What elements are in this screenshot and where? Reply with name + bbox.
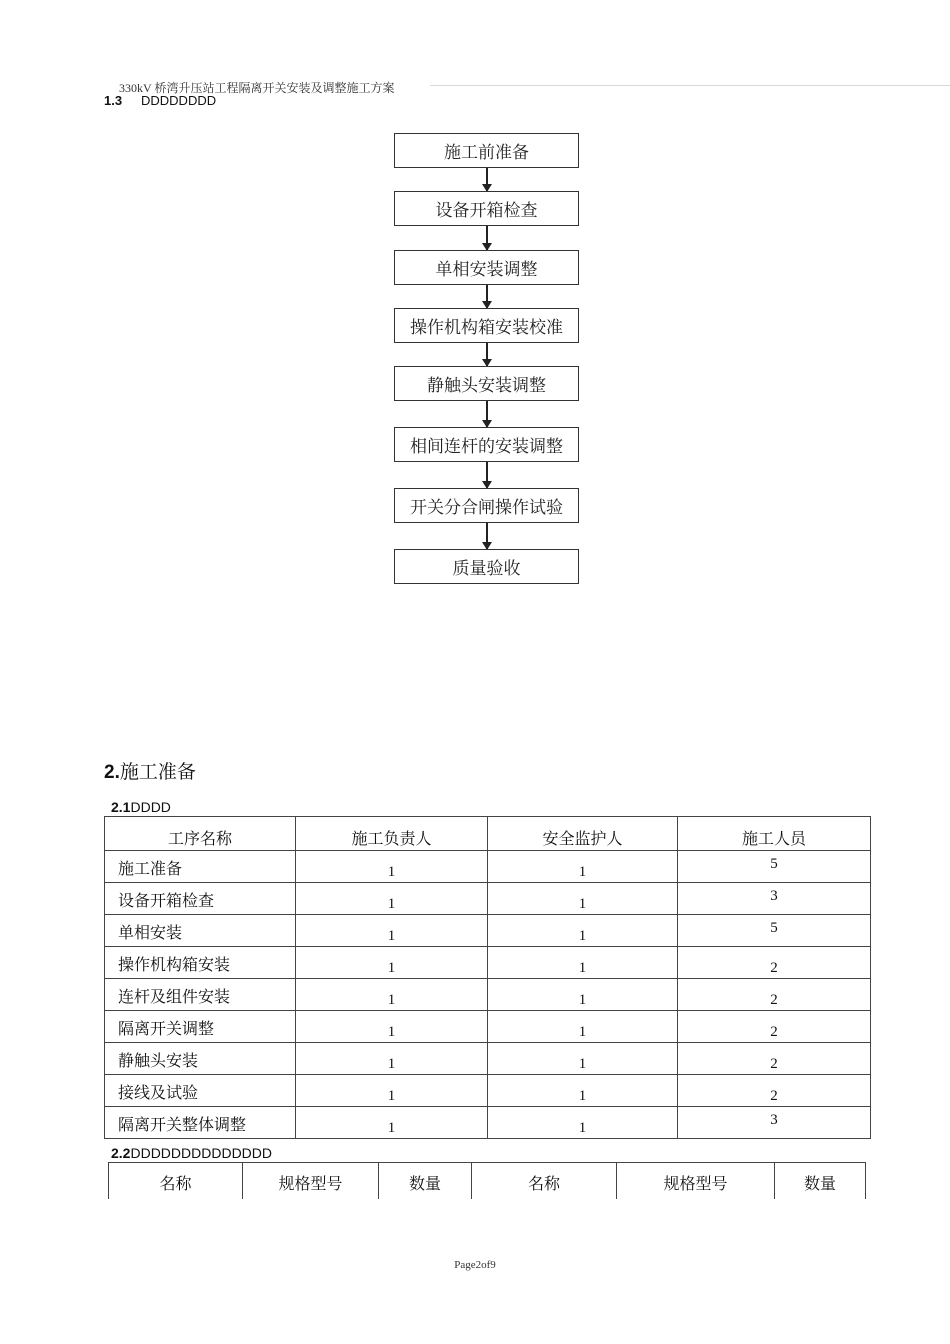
column-header: 规格型号 — [617, 1163, 775, 1199]
safety-monitor-count: 1 — [488, 1011, 678, 1043]
table-row — [105, 883, 871, 915]
column-header: 名称 — [109, 1163, 243, 1199]
column-header: 数量 — [379, 1163, 472, 1199]
column-header: 工序名称 — [105, 817, 296, 851]
process-name: 设备开箱检查 — [105, 883, 296, 915]
flow-step: 相间连杆的安装调整 — [394, 427, 579, 462]
table-row — [105, 947, 871, 979]
header-divider — [430, 85, 950, 86]
table-row — [105, 1043, 871, 1075]
safety-monitor-count: 1 — [488, 883, 678, 915]
table-row — [105, 1075, 871, 1107]
safety-monitor-count: 1 — [488, 1043, 678, 1075]
safety-monitor-count: 1 — [488, 979, 678, 1011]
flow-step: 操作机构箱安装校准 — [394, 308, 579, 343]
process-name: 单相安装 — [105, 915, 296, 947]
column-header: 安全监护人 — [488, 817, 678, 851]
column-header: 施工人员 — [678, 817, 871, 851]
worker-count: 2 — [678, 1011, 871, 1043]
process-name: 施工准备 — [105, 851, 296, 883]
safety-monitor-count: 1 — [488, 1107, 678, 1139]
column-header: 名称 — [472, 1163, 617, 1199]
tools-table-header — [108, 1162, 866, 1199]
safety-monitor-count: 1 — [488, 851, 678, 883]
column-header: 施工负责人 — [296, 817, 488, 851]
supervisor-count: 1 — [296, 1043, 488, 1075]
process-name: 接线及试验 — [105, 1075, 296, 1107]
flow-arrow — [486, 285, 488, 308]
supervisor-count: 1 — [296, 1011, 488, 1043]
worker-count: 2 — [678, 1075, 871, 1107]
worker-count: 2 — [678, 979, 871, 1011]
section-2-1-heading — [111, 799, 171, 815]
flow-step: 单相安装调整 — [394, 250, 579, 285]
section-number: 1.3 — [104, 93, 123, 108]
staff-table — [104, 816, 871, 1139]
flow-arrow — [486, 462, 488, 488]
section-number: 2.1 — [111, 799, 131, 815]
flow-arrow — [486, 226, 488, 250]
worker-count: 2 — [678, 947, 871, 979]
flow-arrow — [486, 343, 488, 366]
supervisor-count: 1 — [296, 1107, 488, 1139]
safety-monitor-count: 1 — [488, 947, 678, 979]
flow-step: 质量验收 — [394, 549, 579, 584]
worker-count: 3 — [678, 883, 871, 915]
table-row — [105, 1107, 871, 1139]
flow-step: 静触头安装调整 — [394, 366, 579, 401]
flow-arrow — [486, 523, 488, 549]
column-header: 数量 — [803, 1175, 836, 1193]
page-number: Page2of9 — [454, 1259, 496, 1271]
flow-arrow — [486, 401, 488, 427]
worker-count: 3 — [678, 1107, 871, 1139]
table-row — [105, 1011, 871, 1043]
section-title: DDDDDDDDDDDDDD — [130, 1145, 273, 1161]
process-name: 隔离开关调整 — [105, 1011, 296, 1043]
process-name: 操作机构箱安装 — [105, 947, 296, 979]
process-name: 隔离开关整体调整 — [105, 1107, 296, 1139]
supervisor-count: 1 — [296, 1075, 488, 1107]
table-row — [105, 915, 871, 947]
worker-count: 5 — [678, 915, 871, 947]
flow-step: 施工前准备 — [394, 133, 579, 168]
section-1-3-heading — [104, 93, 216, 108]
supervisor-count: 1 — [296, 979, 488, 1011]
worker-count: 2 — [678, 1043, 871, 1075]
section-2-2-heading — [111, 1145, 272, 1161]
section-title: 施工准备 — [119, 762, 196, 783]
flow-arrow — [486, 168, 488, 191]
worker-count: 5 — [678, 851, 871, 883]
section-2-heading — [104, 757, 196, 784]
section-title: DDDDDDDD — [141, 93, 217, 108]
section-number: 2. — [104, 762, 120, 783]
process-name: 静触头安装 — [105, 1043, 296, 1075]
flow-step: 开关分合闸操作试验 — [394, 488, 579, 523]
safety-monitor-count: 1 — [488, 915, 678, 947]
section-number: 2.2 — [111, 1145, 131, 1161]
supervisor-count: 1 — [296, 915, 488, 947]
table-header-row — [105, 817, 871, 851]
process-name: 连杆及组件安装 — [105, 979, 296, 1011]
supervisor-count: 1 — [296, 883, 488, 915]
section-title: DDDD — [130, 799, 171, 815]
table-row — [105, 979, 871, 1011]
document-header: 330kV 桥湾升压站工程隔离开关安装及调整施工方案 — [119, 81, 395, 95]
supervisor-count: 1 — [296, 947, 488, 979]
flow-step: 设备开箱检查 — [394, 191, 579, 226]
table-row — [105, 851, 871, 883]
supervisor-count: 1 — [296, 851, 488, 883]
column-header: 规格型号 — [243, 1163, 379, 1199]
safety-monitor-count: 1 — [488, 1075, 678, 1107]
